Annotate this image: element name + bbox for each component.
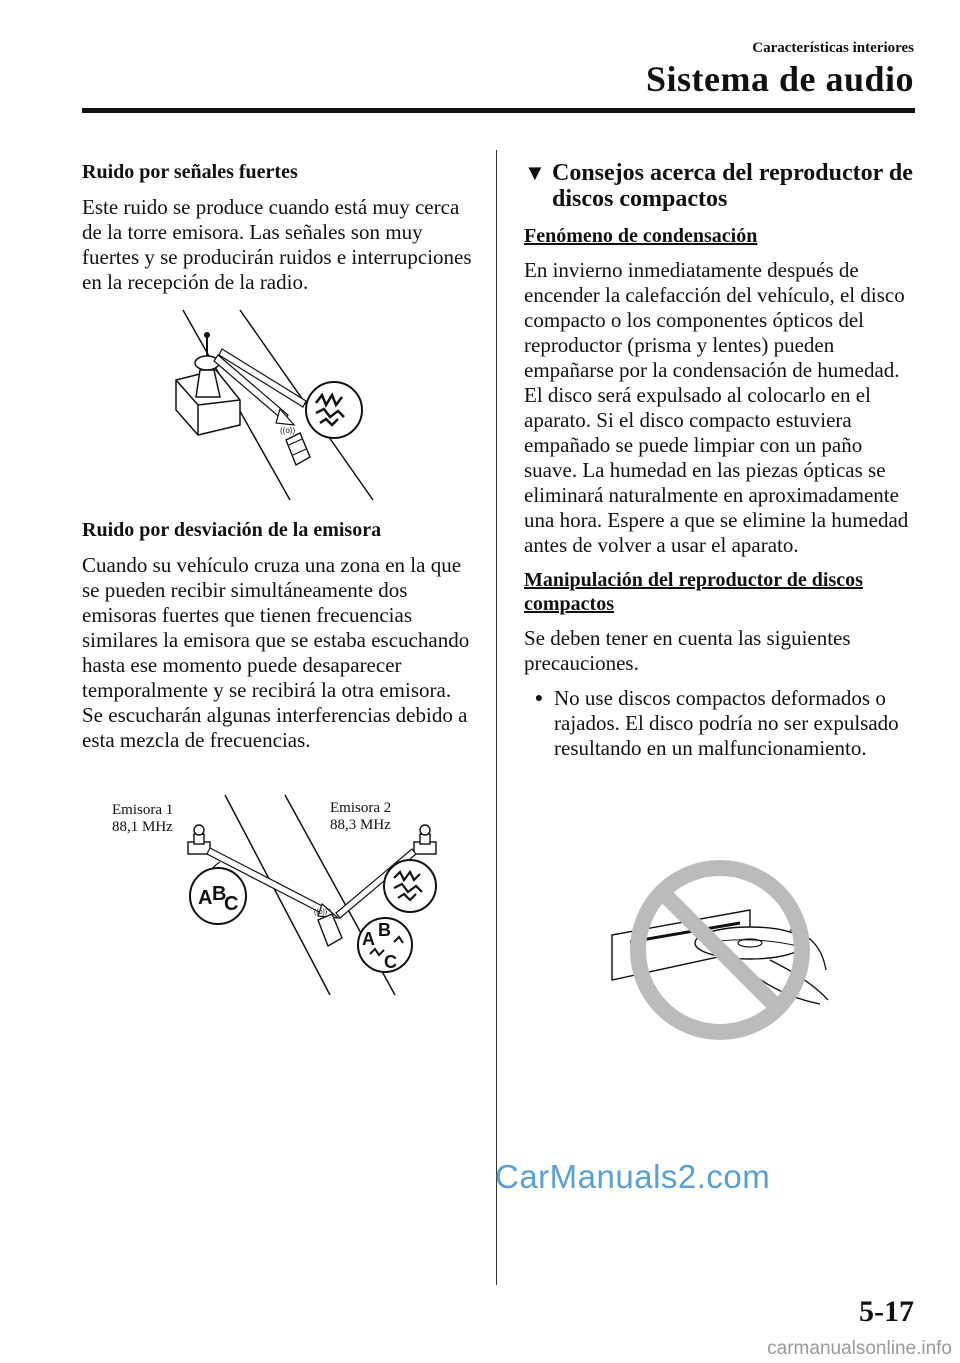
header-section: Características interiores	[752, 40, 914, 56]
column-divider	[496, 150, 497, 1285]
triangle-down-icon: ▼	[524, 160, 546, 185]
svg-text:((o)): ((o))	[280, 426, 296, 435]
prohibited-disc-figure	[600, 850, 840, 1050]
svg-text:B: B	[378, 920, 391, 940]
watermark-carmanuals2: CarManuals2.com	[495, 1158, 771, 1195]
handling-text: Se deben tener en cuenta las siguientes precauciones.	[524, 626, 851, 675]
station1-label	[112, 802, 173, 836]
handling-heading: Manipulación del reproductor de discos compactos	[524, 569, 863, 615]
bullet-dot-icon: ●	[534, 691, 544, 706]
abc-text-left: A	[198, 887, 213, 909]
strong-signal-text: Este ruido se produce cuando está muy cerca de la torre emisora. Las señales son muy fuertes y se producirán ruidos e interrupciones en la recepción de la radio.	[82, 195, 472, 294]
header-rule	[82, 108, 915, 113]
bullet-text: No use discos compactos deformados o rajados. El disco podría no ser expulsado resultando en un malfuncionamiento.	[554, 686, 899, 760]
left-column-lower	[82, 518, 472, 763]
watermark-carmanualsonline: carmanualsonline.info	[767, 1338, 952, 1359]
svg-text:B: B	[212, 883, 227, 905]
station1-name: Emisora 1	[112, 802, 174, 818]
svg-text:C: C	[224, 893, 239, 915]
page-title: Sistema de audio	[645, 59, 914, 99]
cd-section-heading	[524, 160, 916, 212]
list-item	[524, 686, 916, 761]
svg-text:C: C	[384, 952, 397, 972]
left-column	[82, 160, 472, 305]
page-number: 5-17	[859, 1295, 914, 1328]
drift-text: Cuando su vehículo cruza una zona en la que se pueden recibir simultáneamente dos emisoras fuertes que tienen frecuencias similares la emisora que se estaba escuchando hasta ese momento puede desaparecer temporalmente y se recibirá la otra emisora. Se escucharán algunas interferencias debido a esta mezcla de frecuencias.	[82, 553, 470, 752]
tower-interference-figure	[168, 305, 388, 505]
station-interference-figure	[180, 790, 450, 1005]
strong-signal-heading: Ruido por señales fuertes	[82, 161, 298, 183]
drift-heading: Ruido por desviación de la emisora	[82, 519, 382, 541]
svg-text:((o)): ((o))	[314, 909, 328, 916]
station2-name: Emisora 2	[330, 800, 392, 816]
svg-text:A: A	[362, 929, 375, 949]
station2-frequency: 88,3 MHz	[330, 817, 391, 833]
cd-section-title: Consejos acerca del reproductor de discos compactos	[552, 160, 913, 212]
condensation-text: En invierno inmediatamente después de encender la calefacción del vehículo, el disco compacto o los componentes ópticos del reproductor (prisma y lentes) pueden empañarse por la condensación de humedad. El disco será expulsado al colocarlo en el aparato. Si el disco compacto estuviera empañado se puede limpiar con un paño suave. La humedad en las piezas ópticas se eliminará naturalmente en aproximadamente una hora. Espere a que se elimine la humedad antes de volver a usar el aparato.	[524, 258, 909, 557]
right-column	[524, 160, 916, 761]
station1-frequency: 88,1 MHz	[112, 819, 173, 835]
condensation-heading: Fenómeno de condensación	[524, 225, 758, 247]
